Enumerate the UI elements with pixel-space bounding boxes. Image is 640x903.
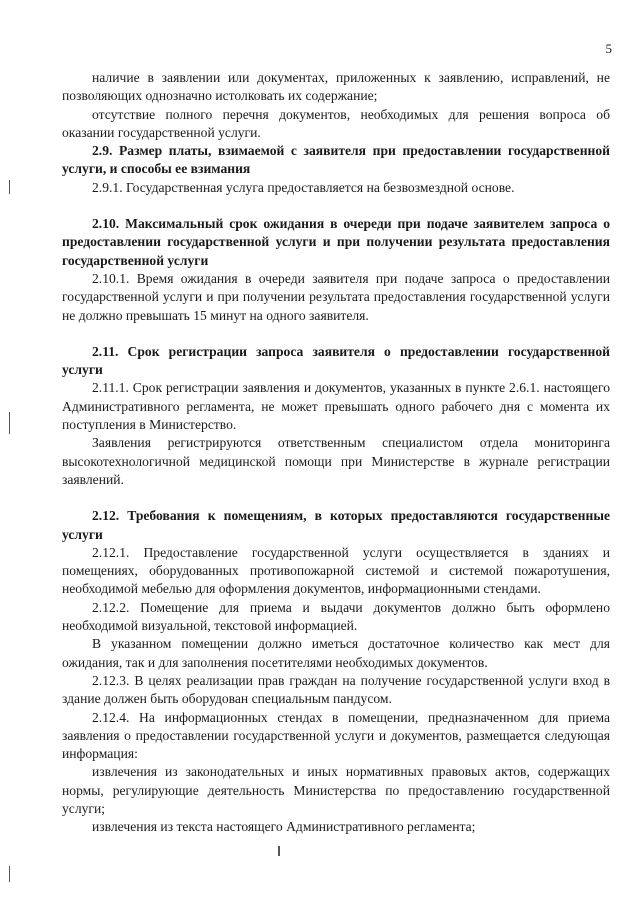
- intro-paragraph: отсутствие полного перечня документов, необходимых для решения вопроса об оказании государственной услуги.: [62, 106, 610, 140]
- scan-artifact-mark: [278, 846, 280, 856]
- section-gap: [62, 325, 610, 343]
- section-2-10-heading: 2.10. Максимальный срок ожидания в очереди при подаче заявителем запроса о предоставлении государственной услуги и при получении результата предоставления государственной услуги: [62, 216, 610, 268]
- section-gap: [62, 197, 610, 215]
- scan-artifact-mark: [9, 866, 10, 882]
- scan-artifact-mark: [9, 180, 10, 194]
- section-2-9-paragraph: 2.9.1. Государственная услуга предоставляется на безвозмездной основе.: [92, 179, 515, 195]
- section-gap: [62, 489, 610, 507]
- section-2-11-paragraph: Заявления регистрируются ответственным специалистом отдела мониторинга высокотехнологичной медицинской помощи при Министерстве в журнале регистрации заявлений.: [62, 435, 610, 487]
- intro-paragraph: наличие в заявлении или документах, приложенных к заявлению, исправлений, не позволяющих однозначно истолковать их содержание;: [62, 70, 610, 104]
- section-2-12-paragraph: 2.12.1. Предоставление государственной услуги осуществляется в зданиях и помещениях, оборудованных противопожарной системой и системой пожаротушения, необходимой мебелью для оформления документов, информационными стендами.: [62, 544, 610, 597]
- document-body: [62, 69, 610, 837]
- section-2-12-paragraph: 2.12.4. На информационных стендах в помещении, предназначенном для приема заявления о предоставлении государственной услуги и документов, размещается следующая информация:: [62, 709, 610, 762]
- section-2-12-paragraph: извлечения из текста настоящего Административного регламента;: [92, 819, 476, 835]
- section-2-12-paragraph: 2.12.2. Помещение для приема и выдачи документов должно быть оформлено необходимой визуальной, текстовой информацией.: [62, 599, 610, 634]
- section-2-11-heading: 2.11. Срок регистрации запроса заявителя о предоставлении государственной услуги: [62, 343, 610, 378]
- page-number: 5: [605, 41, 612, 56]
- section-2-12-paragraph: В указанном помещении должно иметься достаточное количество как мест для ожидания, так и для заполнения посетителями необходимых документов.: [62, 636, 610, 670]
- section-2-12-paragraph: извлечения из законодательных и иных нормативных правовых актов, содержащих нормы, регулирующие деятельность Министерства по предоставлению государственной услуги;: [62, 764, 610, 816]
- section-2-12-paragraph: 2.12.3. В целях реализации прав граждан на получение государственной услуги вход в здание должен быть оборудован специальным пандусом.: [62, 672, 610, 707]
- section-2-12-heading: 2.12. Требования к помещениям, в которых предоставляются государственные услуги: [62, 508, 610, 542]
- section-2-10-paragraph: 2.10.1. Время ожидания в очереди заявителя при подаче запроса о предоставлении государственной услуги и при получении результата предоставления государственной услуги не должно превышать 15 минут на одного заявителя.: [62, 270, 610, 323]
- scan-artifact-mark: [9, 412, 10, 434]
- section-2-11-paragraph: 2.11.1. Срок регистрации заявления и документов, указанных в пункте 2.6.1. настоящего Административного регламента, не может превышать одного рабочего дня с момента их поступления в Министерство.: [62, 380, 610, 433]
- section-2-9-heading: 2.9. Размер платы, взимаемой с заявителя при предоставлении государственной услуги, и способы ее взимания: [62, 143, 610, 177]
